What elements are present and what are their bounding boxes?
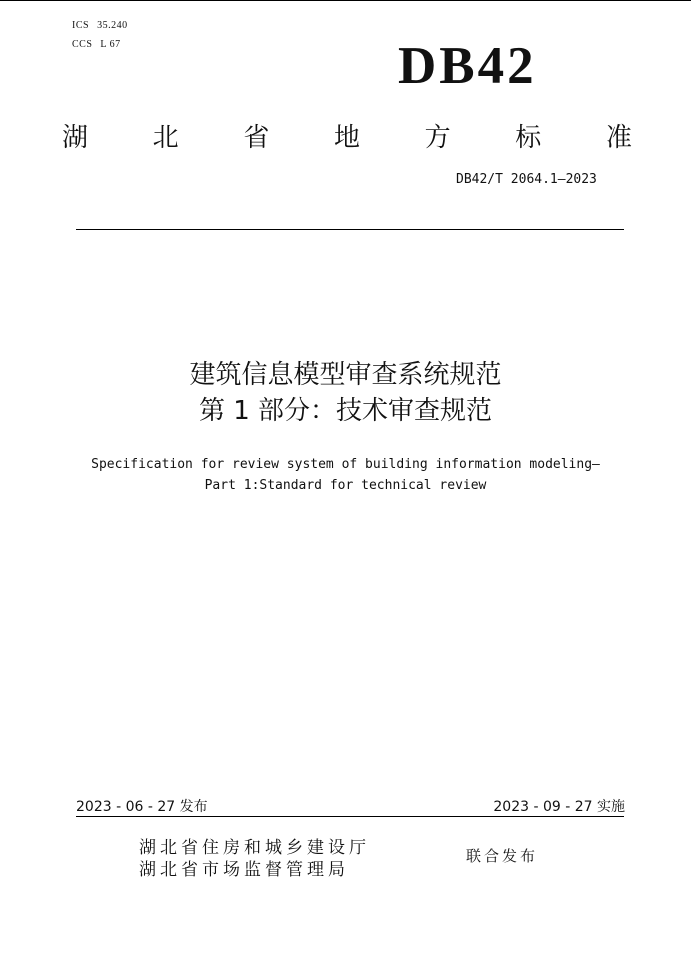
standard-number: DB42/T 2064.1—2023: [456, 172, 597, 187]
standard-type-char: 方: [424, 123, 451, 153]
standard-type-char: 省: [243, 123, 270, 153]
title-cn-line-1: 建筑信息模型审查系统规范: [189, 360, 502, 390]
top-border: [0, 0, 691, 1]
standard-type-char: 湖: [62, 123, 89, 153]
title-en-line-2: Part 1:Standard for technical review: [204, 478, 487, 493]
footer-divider: [76, 816, 624, 817]
issue-date: 2023 - 06 - 27 发布: [76, 799, 208, 815]
issuer-line-1: 湖北省住房和城乡建设厅: [139, 838, 370, 858]
joint-issue-label: 联合发布: [466, 847, 539, 865]
header-divider: [76, 229, 624, 230]
ics-code: [72, 20, 128, 31]
standard-type-char: 北: [152, 123, 179, 153]
standard-type-heading: [62, 117, 632, 153]
ics-label: ICS: [72, 20, 90, 31]
standard-type-char: 准: [605, 123, 632, 153]
standard-logo: DB42: [398, 37, 537, 95]
ccs-label: CCS: [72, 39, 93, 50]
title-en-line-1: Specification for review system of building information modeling—: [91, 457, 600, 472]
implementation-date: 2023 - 09 - 27 实施: [493, 799, 625, 815]
ics-value: 35.240: [97, 20, 128, 31]
ccs-code: [72, 39, 121, 50]
issuer-line-2: 湖北省市场监督管理局: [139, 860, 349, 880]
ccs-value: L 67: [100, 39, 121, 50]
standard-type-char: 地: [333, 123, 360, 153]
standard-type-char: 标: [515, 123, 542, 153]
title-cn-line-2: 第 1 部分：技术审查规范: [198, 396, 493, 426]
